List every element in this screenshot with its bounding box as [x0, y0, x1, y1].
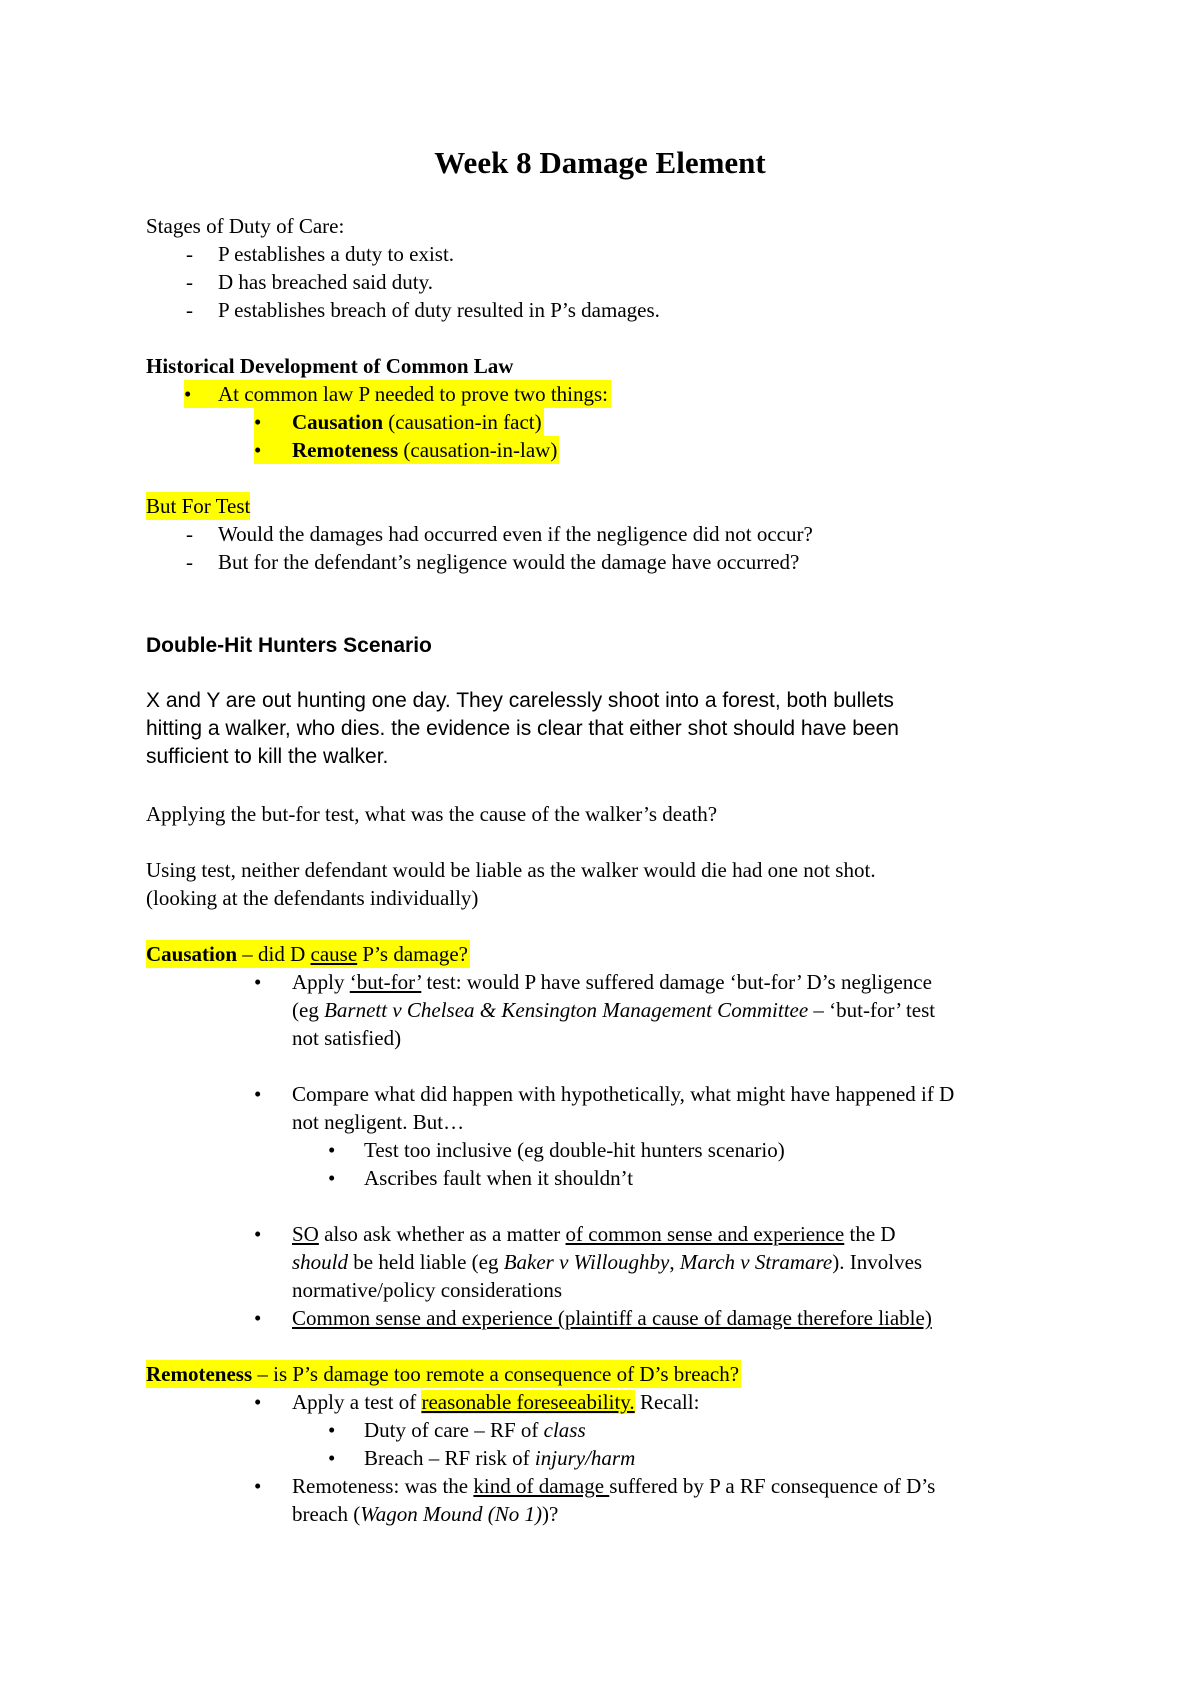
butfor-item: But for the defendant’s negligence would the damage have occurred? — [218, 550, 800, 574]
underlined-term: SO — [292, 1222, 319, 1246]
bullet-marker: • — [254, 1306, 262, 1330]
bullet-marker: • — [184, 382, 192, 406]
highlighted-term: reasonable foreseeability. — [421, 1390, 635, 1414]
remoteness-point-2-line — [292, 1500, 558, 1528]
causation-point-3-line — [292, 1220, 896, 1248]
text-span: ). Involves — [832, 1250, 923, 1274]
bullet-marker: • — [328, 1166, 336, 1190]
remoteness-point-1-line — [292, 1388, 699, 1416]
hunters-answer-line: (looking at the defendants individually) — [146, 886, 479, 910]
causation-point-1-line — [292, 996, 935, 1024]
bullet-marker: • — [254, 1222, 262, 1246]
butfor-item: Would the damages had occurred even if the negligence did not occur? — [218, 522, 813, 546]
bullet-marker: • — [254, 438, 262, 462]
remoteness-heading — [146, 1360, 741, 1388]
text-span: Recall: — [634, 1390, 700, 1414]
text-span: Duty of care – RF of — [364, 1418, 544, 1442]
text-span: the D — [844, 1222, 896, 1246]
historical-item-text: At common law P needed to prove two things: — [218, 382, 608, 406]
text-span: be held liable (eg — [348, 1250, 504, 1274]
italic-term: class — [543, 1418, 586, 1442]
historical-sub-item — [254, 436, 559, 464]
causation-heading-text: – did D — [237, 942, 311, 966]
bullet-marker: • — [328, 1446, 336, 1470]
underlined-term: kind of damage — [473, 1474, 610, 1498]
causation-point-3-line: normative/policy considerations — [292, 1278, 563, 1302]
causation-sub-item: Test too inclusive (eg double-hit hunters scenario) — [364, 1138, 785, 1162]
bullet-marker: • — [254, 970, 262, 994]
historical-sub-item — [254, 408, 544, 436]
dash-marker: - — [186, 270, 193, 294]
hunters-question: Applying the but-for test, what was the cause of the walker’s death? — [146, 802, 718, 826]
causation-sub-item: Ascribes fault when it shouldn’t — [364, 1166, 634, 1190]
case-citation: Baker v Willoughby — [503, 1250, 670, 1274]
remoteness-sub-item — [364, 1444, 635, 1472]
hunters-heading: Double-Hit Hunters Scenario — [146, 634, 432, 657]
historical-heading: Historical Development of Common Law — [146, 354, 514, 378]
case-citation: March v Stramare — [679, 1250, 833, 1274]
stages-item: D has breached said duty. — [218, 270, 433, 294]
text-span: suffered by P a RF consequence of D’s — [609, 1474, 936, 1498]
remoteness-heading-bold: Remoteness — [146, 1362, 253, 1386]
causation-term-note: (causation-in fact) — [383, 410, 542, 434]
dash-marker: - — [186, 522, 193, 546]
bullet-marker: • — [254, 1474, 262, 1498]
dash-marker: - — [186, 550, 193, 574]
italic-term: should — [292, 1250, 349, 1274]
causation-heading-underlined: cause — [310, 942, 358, 966]
bullet-marker: • — [254, 1390, 262, 1414]
butfor-heading: But For Test — [146, 494, 251, 518]
causation-point-1-line — [292, 968, 932, 996]
remoteness-point-2-line — [292, 1472, 935, 1500]
italic-term: injury/harm — [534, 1446, 636, 1470]
hunters-answer-line: Using test, neither defendant would be liable as the walker would die had one not shot. — [146, 858, 876, 882]
remoteness-heading-text: – is P’s damage too remote a consequence of D’s breach? — [252, 1362, 740, 1386]
historical-item — [184, 380, 611, 408]
bullet-marker: • — [328, 1418, 336, 1442]
dash-marker: - — [186, 298, 193, 322]
hunters-paragraph-line: X and Y are out hunting one day. They carelessly shoot into a forest, both bullets — [146, 689, 894, 712]
causation-point-4-line: Common sense and experience (plaintiff a cause of damage therefore liable) — [292, 1306, 932, 1330]
bullet-marker: • — [328, 1138, 336, 1162]
dash-marker: - — [186, 242, 193, 266]
causation-point-2-line: Compare what did happen with hypothetically, what might have happened if D — [292, 1082, 955, 1106]
bullet-marker: • — [254, 410, 262, 434]
causation-point-2-line: not negligent. But… — [292, 1110, 465, 1134]
document-title: Week 8 Damage Element — [434, 145, 766, 180]
text-span: Breach – RF risk of — [364, 1446, 535, 1470]
text-span: Apply a test of — [292, 1390, 422, 1414]
causation-heading-text: P’s damage? — [357, 942, 468, 966]
causation-point-3-line — [292, 1248, 922, 1276]
text-span: also ask whether as a matter — [318, 1222, 566, 1246]
text-span: test: would P have suffered damage ‘but-for’ D’s negligence — [421, 970, 932, 994]
causation-point-1-line: not satisfied) — [292, 1026, 402, 1050]
stages-item: P establishes breach of duty resulted in P’s damages. — [218, 298, 660, 322]
text-span: , — [669, 1250, 680, 1274]
stages-heading: Stages of Duty of Care: — [146, 214, 345, 238]
text-span: Remoteness: was the — [292, 1474, 474, 1498]
text-span: )? — [542, 1502, 559, 1526]
text-span: breach ( — [292, 1502, 361, 1526]
underlined-term: ‘but-for’ — [349, 970, 422, 994]
text-span: Apply — [292, 970, 350, 994]
case-citation: Wagon Mound (No 1) — [360, 1502, 543, 1526]
text-span: (eg — [292, 998, 325, 1022]
underlined-term: of common sense and experience — [565, 1222, 845, 1246]
remoteness-term-note: (causation-in-law) — [398, 438, 558, 462]
causation-heading-bold: Causation — [146, 942, 238, 966]
causation-term: Causation — [292, 410, 384, 434]
remoteness-sub-item — [364, 1416, 586, 1444]
bullet-marker: • — [254, 1082, 262, 1106]
text-span: – ‘but-for’ test — [808, 998, 936, 1022]
causation-heading — [146, 940, 470, 968]
hunters-paragraph-line: hitting a walker, who dies. the evidence is clear that either shot should have been — [146, 717, 899, 740]
hunters-paragraph-line: sufficient to kill the walker. — [146, 745, 389, 768]
remoteness-term: Remoteness — [292, 438, 399, 462]
case-citation: Barnett v Chelsea & Kensington Management Committee — [324, 998, 809, 1022]
stages-item: P establishes a duty to exist. — [218, 242, 455, 266]
